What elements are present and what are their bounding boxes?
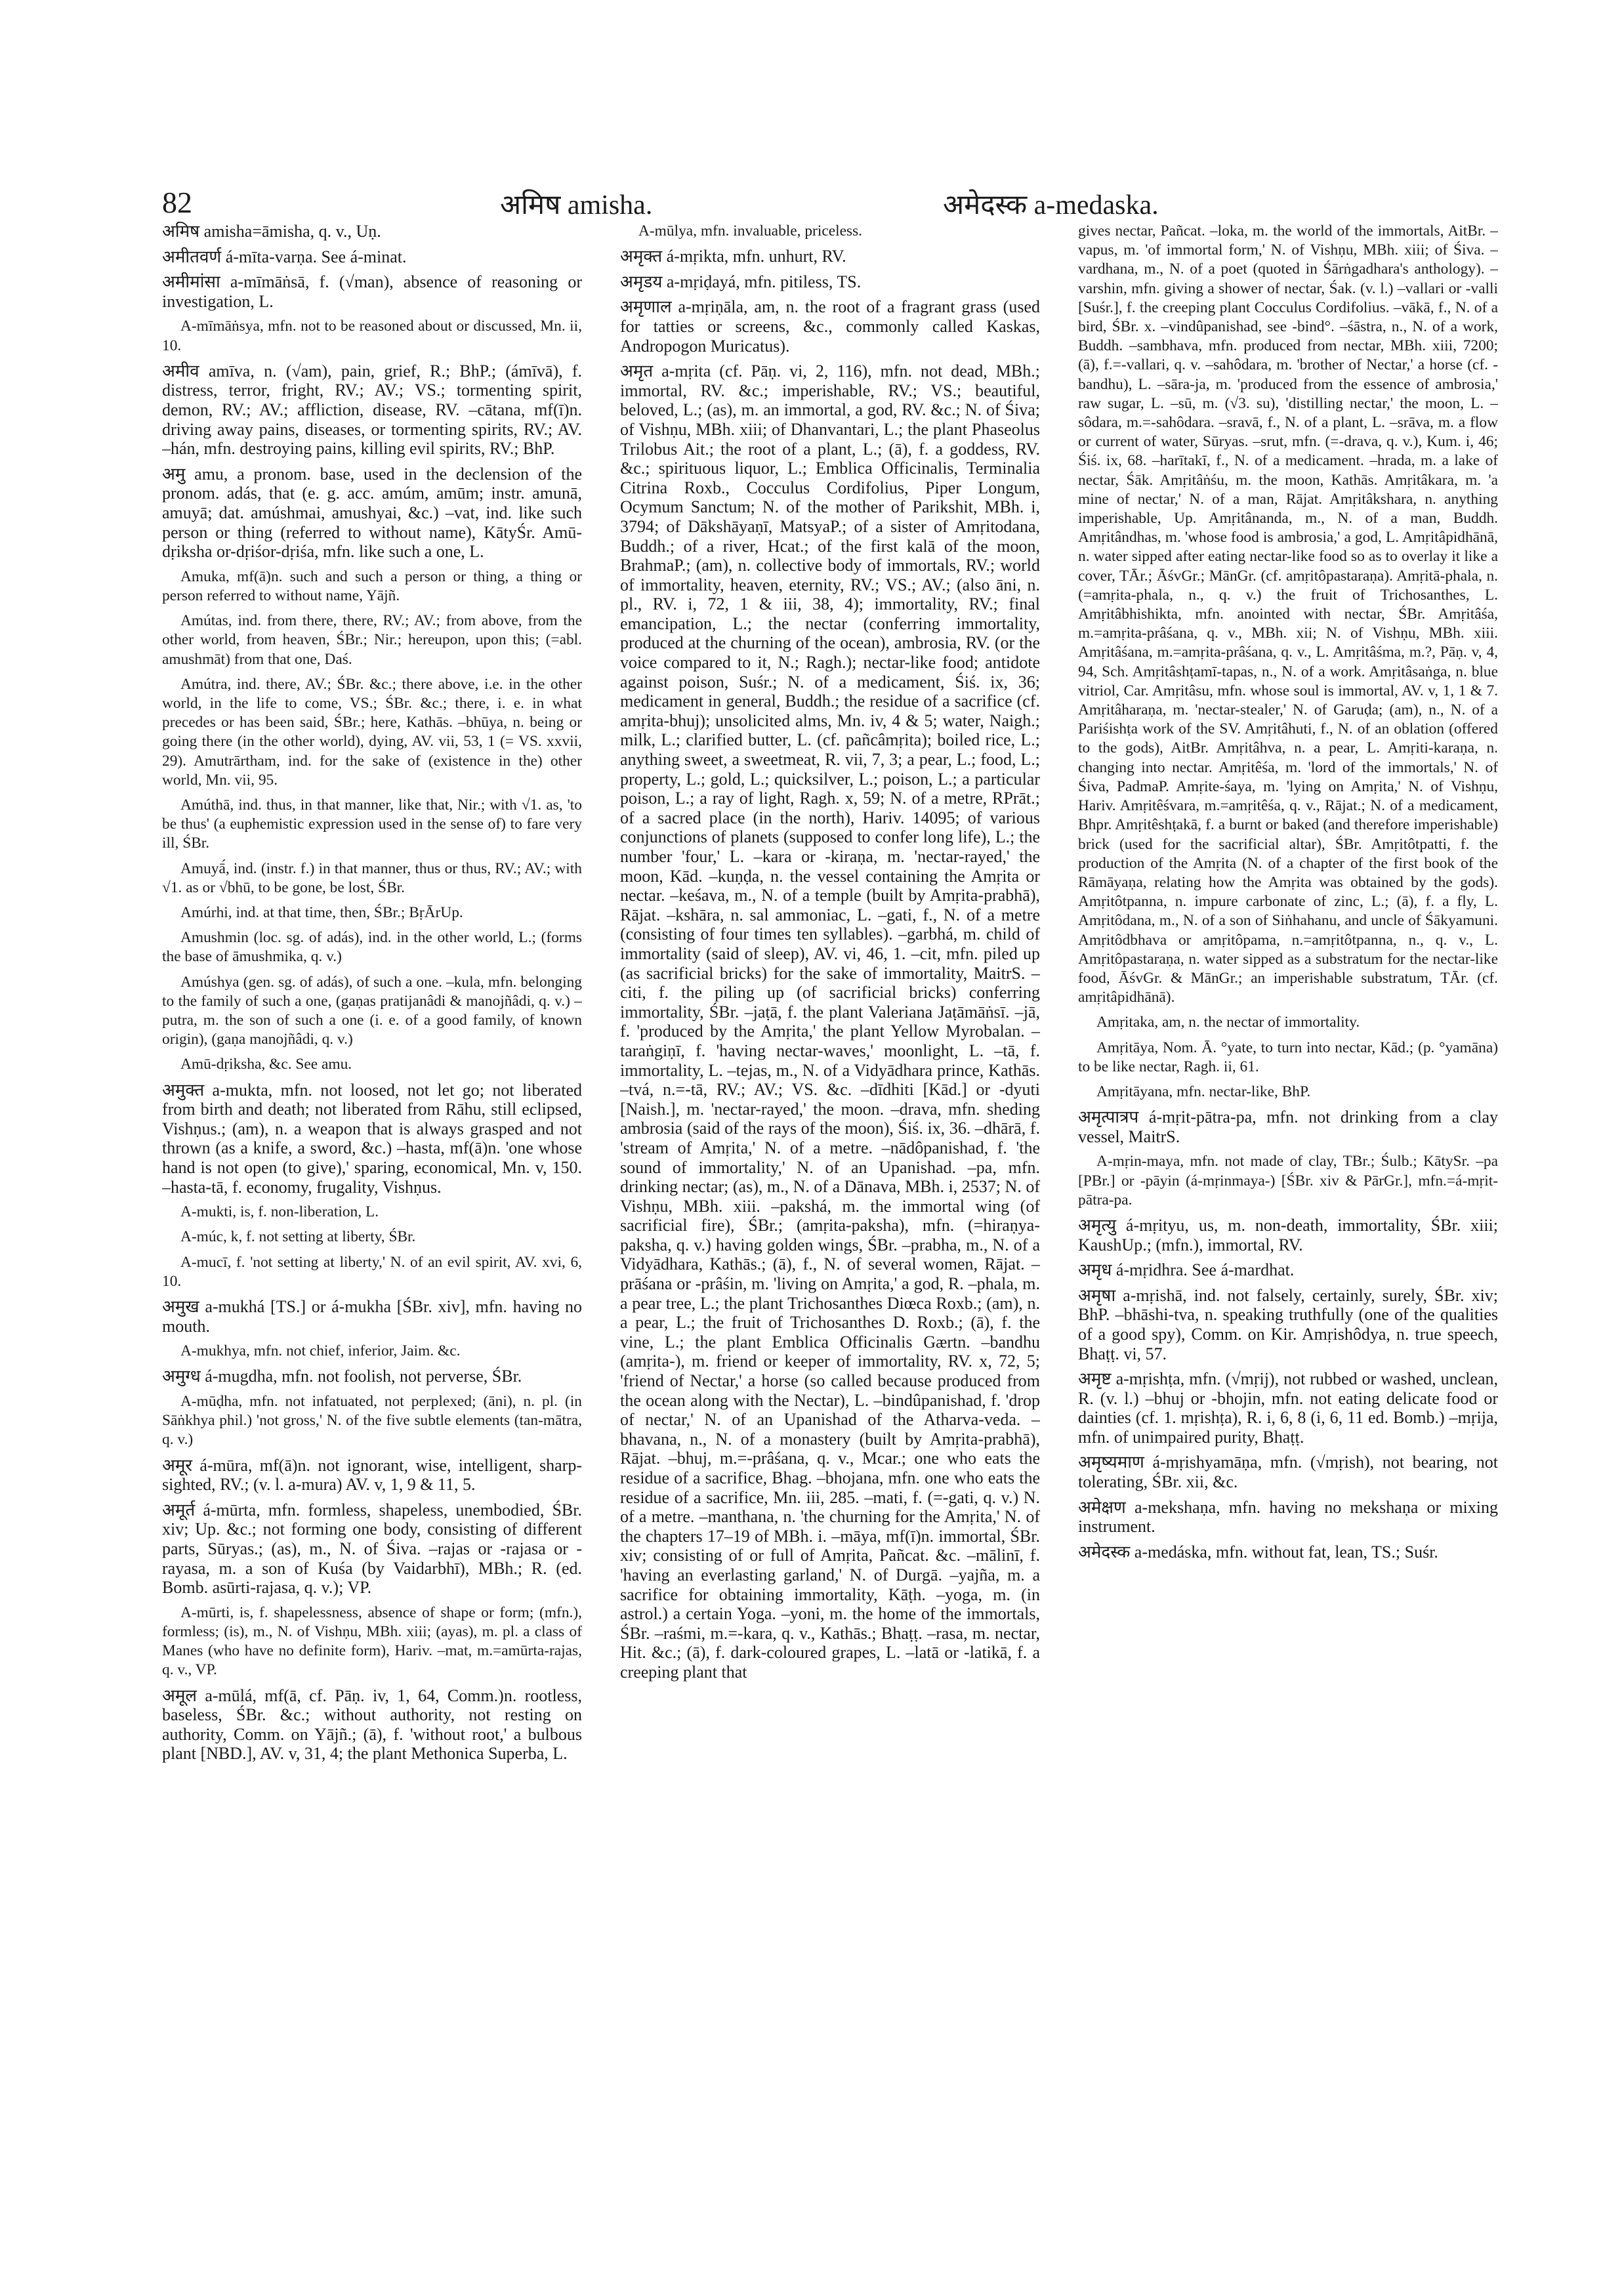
dictionary-subentry: A-mucī, f. 'not setting at liberty,' N. of an evil spirit, AV. xvi, 6, 10. [162, 1253, 582, 1290]
dictionary-subentry: A-mūḍha, mfn. not infatuated, not perplexed; (āni), n. pl. (in Sāṅkhya phil.) 'not gross,' N. of the five subtle elements (tan-mātra, q. v.) [162, 1392, 582, 1449]
dictionary-subentry: Amuyā́, ind. (instr. f.) in that manner, thus or thus, RV.; AV.; with √1. as or √bhū, to be gone, be lost, ŚBr. [162, 859, 582, 896]
dictionary-subentry: Amṛitāyana, mfn. nectar-like, BhP. [1096, 1083, 1311, 1100]
dictionary-entry: अमृणाल a-mṛiṇāla, am, n. the root of a fragrant grass (used for tatties or screens, &c., commonly called Kaskas, Andropogon Muricatus). [620, 297, 1040, 356]
dictionary-subentry: Amuka, mf(ā)n. such and such a person or thing, a thing or person referred to without name, Yājñ. [162, 568, 582, 604]
dictionary-subentry: A-mūrti, is, f. shapelessness, absence of shape or form; (mfn.), formless; (is), m., N. of Vishṇu, MBh. xiii; (ayas), m. pl. a class of Manes (who have no definite form), Hariv. –mat, m.=amūrta-rajas, q. v., VP. [162, 1603, 582, 1679]
dictionary-entry: अमीव amīva, n. (√am), pain, grief, R.; BhP.; (ámīvā), f. distress, terror, fright, RV.; AV.; VS.; tormenting spirit, demon, RV.; AV.; affliction, disease, RV. –cātana, mf(ī)n. driving away pains, diseases, or tormenting spirits, RV.; AV. –hán, mfn. destroying pains, killing evil spirits, RV.; BhP. [162, 361, 582, 459]
dictionary-entry: अमृत a-mṛita (cf. Pāṇ. vi, 2, 116), mfn. not dead, MBh.; immortal, RV. &c.; imperishable, RV.; VS.; beautiful, beloved, L.; (as), m. an immortal, a god, RV. &c.; N. of Śiva; of Vishṇu, MBh. xiii; of Dhanvantari, L.; the plant Phaseolus Trilobus Ait.; the root of a plant, L.; (ā), f. a goddess, RV. &c.; spirituous liquor, L.; Emblica Officinalis, Terminalia Citrina Roxb., Cocculus Cordifolius, Piper Longum, Ocymum Sanctum; N. of the mother of Parikshit, MBh. i, 3794; of Dākshāyaṇī, MatsyaP.; of a sister of Amṛitodana, Buddh.; of a river, Hcat.; of the first kalā of the moon, BrahmaP.; (am), n. collective body of immortals, RV.; world of immortality, heaven, eternity, RV.; VS.; AV.; (also āni, n. pl., RV. i, 72, 1 & iii, 38, 4); immortality, RV.; final emancipation, L.; the nectar (conferring immortality, produced at the churning of the ocean), ambrosia, RV. (or the voice compared to it, N.; Ragh.); nectar-like food; antidote against poison, Suśr.; N. of a medicament, Śiś. ix, 36; medicament in general, Buddh.; the residue of a sacrifice (cf. amṛita-bhuj); unsolicited alms, Mn. iv, 4 & 5; water, Naigh.; milk, L.; clarified butter, L. (cf. pañcâmṛita); boiled rice, L.; anything sweet, a sweetmeat, R. vii, 7, 3; a pear, L.; food, L.; property, L.; gold, L.; quicksilver, L.; poison, L.; a particular poison, L.; a ray of light, Ragh. x, 59; N. of a metre, RPrāt.; of a sacred place (in the north), Hariv. 14095; of various conjunctions of planets (supposed to confer long life), L.; the number 'four,' L. –kara or -kiraṇa, m. 'nectar-rayed,' the moon, Kād. –kuṇḍa, n. the vessel containing the Amṛita or nectar. –keśava, m., N. of a temple (built by Amṛita-prabhā), Rājat. –kshāra, n. sal ammoniac, L. –gati, f., N. of a metre (consisting of four times ten syllables). –garbhá, m. child of immortality (said of sleep), AV. vi, 46, 1. –cit, mfn. piled up (as sacrificial bricks) for the sake of immortality, MaitrS. –citi, f. the piling up (of sacrificial bricks) conferring immortality, ŚBr. –jaṭā, f. the plant Valeriana Jaṭāmāṅsī. –jā, f. 'produced by the Amṛita,' the plant Yellow Myrobalan. –taraṅgiṇī, f. 'having nectar-waves,' moonlight, L. –tā, f. immortality, L. –tejas, m., N. of a Vidyādhara prince, Kathās. –tvá, n.=-tā, RV.; AV.; VS. &c. –dīdhiti [Kād.] or -dyuti [Naish.], m. 'nectar-rayed,' the moon. –drava, mfn. sheding ambrosia (said of the rays of the moon), Śiś. ix, 36. –dhārā, f. 'stream of Amṛita,' N. of a metre. –nādôpanishad, f. 'the sound of immortality,' N. of an Upanishad. –pa, mfn. drinking nectar; (as), m., N. of a Dānava, MBh. i, 2537; N. of Vishṇu, MBh. xiii. –pakshá, m. the immortal wing (of sacrificial fire), ŚBr.; (amṛita-paksha), mfn. (=hiraṇya-paksha, q. v.) having golden wings, ŚBr. –prabha, m., N. of a Vidyādhara, Kathās.; (ā), f., N. of several women, Rājat. –prāśana or -prâśin, m. 'living on Amṛita,' a god, R. –phala, m. a pear tree, L.; the plant Trichosanthes Diœca Roxb.; (am), n. a pear, L.; the fruit of Trichosanthes D. Roxb.; (ā), f. the vine, L.; the plant Emblica Officinalis Gærtn. –bandhu (amṛita-), m. friend or keeper of immortality, RV. x, 72, 5; 'friend of Nectar,' a horse (so called because produced from the ocean along with the Nectar), L. –bindûpanishad, f. 'drop of nectar,' N. of an Upanishad of the Atharva-veda. –bhavana, n., N. of a monastery (built by Amṛita-prabhā), Rājat. –bhuj, m.=-prâśana, q. v., Mcar.; one who eats the residue of a sacrifice, Bhag. –bhojana, mfn. one who eats the residue of a sacrifice, Mn. iii, 285. –mati, f. (=-gati, q. v.) N. of a metre. –manthana, n. 'the churning for the Amṛita,' N. of the chapters 17–19 of MBh. i. –māya, mf(ī)n. immortal, ŚBr. xiv; consisting of or full of Amṛita, Pañcat. &c. –mālinī, f. 'having an everlasting garland,' N. of Durgā. –yajña, m. a sacrifice for obtaining immortality, Kāṭh. –yoga, m. (in astrol.) a certain Yoga. –yoni, m. the home of the immortals, ŚBr. –raśmi, m.=-kara, q. v., Kathās.; Bhaṭṭ. –rasa, m. nectar, Hit. &c.; (ā), f. dark-coloured grapes, L. –latā or -latikā, f. a creeping plant that [620, 362, 1040, 1682]
dictionary-subentry: Amúrhi, ind. at that time, then, ŚBr.; BṛĀrUp. [180, 903, 463, 921]
dictionary-entry: अमृडय a-mṛiḍayá, mfn. pitiless, TS. [620, 272, 862, 291]
dictionary-subentry: Amṛitāya, Nom. Ā. °yate, to turn into nectar, Kād.; (p. °yamāna) to be like nectar, Ragh. ii, 61. [1078, 1039, 1498, 1075]
dictionary-subentry: Amúthā, ind. thus, in that manner, like that, Nir.; with √1. as, 'to be thus' (a euphemistic expression used in the sense of) to fare very ill, ŚBr. [162, 796, 582, 852]
dictionary-subentry: Amṛitaka, am, n. the nectar of immortality. [1096, 1014, 1360, 1031]
dictionary-entry: अमृष्ट a-mṛishṭa, mfn. (√mṛij), not rubbed or washed, unclean, R. (v. l.) –bhuj or -bhojin, mfn. not eating delicate food or dainties (cf. 1. mṛishṭa), R. i, 6, 8 (i, 6, 11 ed. Bomb.) –mṛija, mfn. of unimpaired purity, Bhaṭṭ. [1078, 1369, 1498, 1447]
dictionary-entry: अमूर्त á-mūrta, mfn. formless, shapeless, unembodied, ŚBr. xiv; Up. &c.; not forming one body, consisting of different parts, Sūryas.; (as), m., N. of Śiva. –rajas or -rajasa or -rayasa, m. a son of Kuśa (by Vaidarbhī), MBh.; R. (ed. Bomb. asūrti-rajasa, q. v.); VP. [162, 1500, 582, 1598]
dictionary-entry: अमु amu, a pronom. base, used in the declension of the pronom. adás, that (e. g. acc. amúm, amūm; instr. amunā, amuyā; dat. amúshmai, amushyai, &c.) –vat, ind. like such person or thing (referred to without name), KātyŚr. Amū-dṛiksha or-dṛiśor-dṛiśa, mfn. like such a one, L. [162, 464, 582, 562]
dictionary-entry: अमृषा a-mṛishā, ind. not falsely, certainly, surely, ŚBr. xiv; BhP. –bhāshi-tva, n. speaking truthfully (one of the qualities of a good spy), Comm. on Kir. Amṛishôdya, n. true speech, Bhaṭṭ. vi, 57. [1078, 1285, 1498, 1363]
dictionary-entry: अमेक्षण a-mekshaṇa, mfn. having no mekshaṇa or mixing instrument. [1078, 1497, 1498, 1537]
dictionary-entry: अमुख a-mukhá [TS.] or á-mukha [ŚBr. xiv], mfn. having no mouth. [162, 1296, 582, 1336]
dictionary-subentry: A-mukhya, mfn. not chief, inferior, Jaim. &c. [180, 1342, 461, 1360]
running-head-right: अमेदस्क a-medaska. [943, 190, 1159, 220]
dictionary-subentry: Amúshya (gen. sg. of adás), of such a one. –kula, mfn. belonging to the family of such a one, (gaṇas pratijanâdi & manojñâdi, q. v.) –putra, m. the son of such a one (i. e. of a good family, of known origin), (gaṇa manojñâdi, q. v.) [162, 973, 582, 1048]
dictionary-entry: अमृत्यु á-mṛityu, us, m. non-death, immortality, ŚBr. xiii; KaushUp.; (mfn.), immortal, RV. [1078, 1215, 1498, 1254]
dictionary-entry: अमूर á-mūra, mf(ā)n. not ignorant, wise, intelligent, sharp-sighted, RV.; (v. l. a-mura) AV. v, 1, 9 & 11, 5. [162, 1455, 582, 1495]
dictionary-entry: अमिष amisha=āmisha, q. v., Uṇ. [162, 222, 381, 241]
running-head-left: अमिष amisha. [500, 190, 653, 220]
dictionary-entry: अमृध á-mṛidhra. See á-mardhat. [1078, 1260, 1295, 1280]
text-column-1 [162, 222, 582, 2243]
dictionary-subentry: A-mṛin-maya, mfn. not made of clay, TBr.; Śulb.; KātySr. –pa [PBr.] or -pāyin (á-mṛinmaya-) [ŚBr. xiv & PārGr.], mfn.=á-mṛit-pātra-pa. [1078, 1153, 1498, 1209]
dictionary-subentry: A-mukti, is, f. non-liberation, L. [180, 1203, 379, 1221]
dictionary-subentry: Amū-dṛiksha, &c. See amu. [180, 1056, 352, 1073]
dictionary-subentry: Amútra, ind. there, AV.; ŚBr. &c.; there above, i.e. in the other world, in the life to come, VS.; ŚBr. &c.; there, i. e. in what precedes or has been said, ŚBr.; here, Kathās. –bhūya, n. being or going there (in the other world), dying, AV. vii, 53, 1 (= VS. xxvii, 29). Amutrārtham, ind. for the sake of (existence in the) other world, Mn. vii, 95. [162, 675, 582, 789]
dictionary-subentry: A-mūlya, mfn. invaluable, priceless. [638, 222, 863, 239]
dictionary-entry: अमुक्त a-mukta, mfn. not loosed, not let go; not liberated from birth and death; not liberated from Rāhu, still eclipsed, Vishṇus.; (am), n. a weapon that is always grasped and not thrown (as a knife, a sword, &c.) –hasta, mf(ā)n. 'one whose hand is not open (to give),' sparing, economical, Mn. v, 150. –hasta-tā, f. economy, frugality, Vishṇus. [162, 1080, 582, 1197]
dictionary-entry: अमेदस्क a-medáska, mfn. without fat, lean, TS.; Suśr. [1078, 1542, 1438, 1561]
page-number: 82 [162, 186, 192, 219]
dictionary-entry: अमीमांसा a-mīmāṅsā, f. (√man), absence of reasoning or investigation, L. [162, 272, 582, 311]
text-column-3 [1078, 222, 1498, 2243]
dictionary-entry: अमृक्त á-mṛikta, mfn. unhurt, RV. [620, 247, 846, 266]
dictionary-subentry: Amushmin (loc. sg. of adás), ind. in the other world, L.; (forms the base of āmushmika, q. v.) [162, 929, 582, 966]
dictionary-subentry: A-múc, k, f. not setting at liberty, ŚBr. [180, 1228, 416, 1246]
dictionary-entry: अमृष्यमाण á-mṛishyamāṇa, mfn. (√mṛish), not bearing, not tolerating, ŚBr. xii, &c. [1078, 1453, 1498, 1492]
dictionary-subentry: Amútas, ind. from there, there, RV.; AV.; from above, from the other world, from heaven, ŚBr.; Nir.; hereupon, upon this; (=abl. amushmāt) from that one, Daś. [162, 612, 582, 668]
dictionary-subentry: A-mīmāṅsya, mfn. not to be reasoned about or discussed, Mn. ii, 10. [162, 318, 582, 354]
dictionary-entry: अमूल a-mūlá, mf(ā, cf. Pāṇ. iv, 1, 64, Comm.)n. rootless, baseless, ŚBr. &c.; without authority, not resting on authority, Comm. on Yājñ.; (ā), f. 'without root,' a bulbous plant [NBD.], AV. v, 31, 4; the plant Methonica Superba, L. [162, 1685, 582, 1764]
dictionary-subentry: gives nectar, Pañcat. –loka, m. the world of the immortals, AitBr. –vapus, m. 'of immortal form,' N. of Vishṇu, MBh. xiii; of Śiva. –vardhana, m., N. of a poet (quoted in Śārṅgadhara's anthology). –varshin, mfn. giving a shower of nectar, Śak. (v. l.) –vallari or -valli [Suśr.], f. the creeping plant Cocculus Cordifolius. –vākā, f., N. of a bird, ŚBr. x. –vindûpanishad, see -bind°. –śāstra, n., N. of a work, Buddh. –sambhava, mfn. produced from nectar, MBh. xiii, 7200; (ā), f.=-vallari, q. v. –sahôdara, m. 'brother of Nectar,' a horse (cf. -bandhu), L. –sāra-ja, m. 'produced from the essence of ambrosia,' raw sugar, L. –sū, m. (√3. su), 'distilling nectar,' the moon, L. –sôdara, m.=-sahôdara. –sravā, f., N. of a plant, L. –srāva, m. a flow or current of water, Sūryas. –srut, mfn. (=-drava, q. v.), Kum. i, 46; Śiś. ix, 68. –harītakī, f., N. of a medicament. –hrada, m. a lake of nectar, Śāk. Amṛitâṅśu, m. the moon, Kathās. Amṛitâkara, m. 'a mine of nectar,' N. of a man, Rājat. Amṛitâkshara, n. anything imperishable, Up. Amṛitânanda, m., N. of a man, Buddh. Amṛitândhas, m. 'whose food is ambrosia,' a god, L. Amṛitâpidhānā, n. water sipped after eating nectar-like food so as to overlay it like a cover, TĀr.; ĀśvGr.; MānGr. (cf. amṛitôpastaraṇa). Amṛitā-phala, n. (=amṛita-phala, n., q. v.) the fruit of Trichosanthes, L. Amṛitâbhishikta, mfn. anointed with nectar, ŚBr. Amṛitâśa, m.=amṛita-prâśana, q. v., MBh. xii; N. of Vishṇu, MBh. xiii. Amṛitâśana, m.=amṛita-prâśana, q. v., L. Amṛitâśma, m.?, Pāṇ. v, 4, 94, Sch. Amṛitâshṭamī-tapas, n., N. of a work. Amṛitâsaṅga, n. blue vitriol, Car. Amṛitâsu, mfn. whose soul is immortal, AV. v, 1, 1 & 7. Amṛitâharaṇa, m. 'nectar-stealer,' N. of Garuḍa; (am), n., N. of a Pariśishṭa work of the SV. Amṛitâhuti, f., N. of an oblation (offered to the gods), AitBr. Amṛitâhva, n. a pear, L. Amṛiti-karaṇa, n. changing into nectar. Amṛitêśa, m. 'lord of the immortals,' N. of Śiva, PadmaP. Amṛite-śaya, m. 'lying on Amṛita,' N. of Vishṇu, Hariv. Amṛitêśvara, m.=amṛitêśa, q. v., Rājat.; N. of a medicament, Bhpr. Amṛitêshṭakā, f. a burnt or baked (and therefore imperishable) brick (used for the sacrificial altar), ŚBr. Amṛitôtpatti, f. the production of the Amṛita (N. of a chapter of the first book of the Rāmāyaṇa, relating how the Amṛita was obtained by the gods). Amṛitôtpanna, n. impure carbonate of zinc, L.; (ā), f. a fly, L. Amṛitôdana, m., N. of a son of Siṅhahanu, and uncle of Śākyamuni. Amṛitôdbhava or amṛitôpama, n.=amṛitôtpanna, n., q. v., L. Amṛitôpastaraṇa, n. water sipped as a substratum for the nectar-like food, ĀśvGr. & MānGr.; an imperishable substratum, TĀr. (cf. amṛitâpidhānā). [1078, 222, 1498, 1006]
dictionary-entry: अमीतवर्ण á-mīta-varṇa. See á-minat. [162, 247, 407, 266]
dictionary-entry: अमृत्पात्रप á-mṛit-pātra-pa, mfn. not drinking from a clay vessel, MaitrS. [1078, 1107, 1498, 1146]
text-column-2 [620, 222, 1040, 2243]
dictionary-entry: अमुग्ध á-mugdha, mfn. not foolish, not perverse, ŚBr. [162, 1367, 522, 1386]
